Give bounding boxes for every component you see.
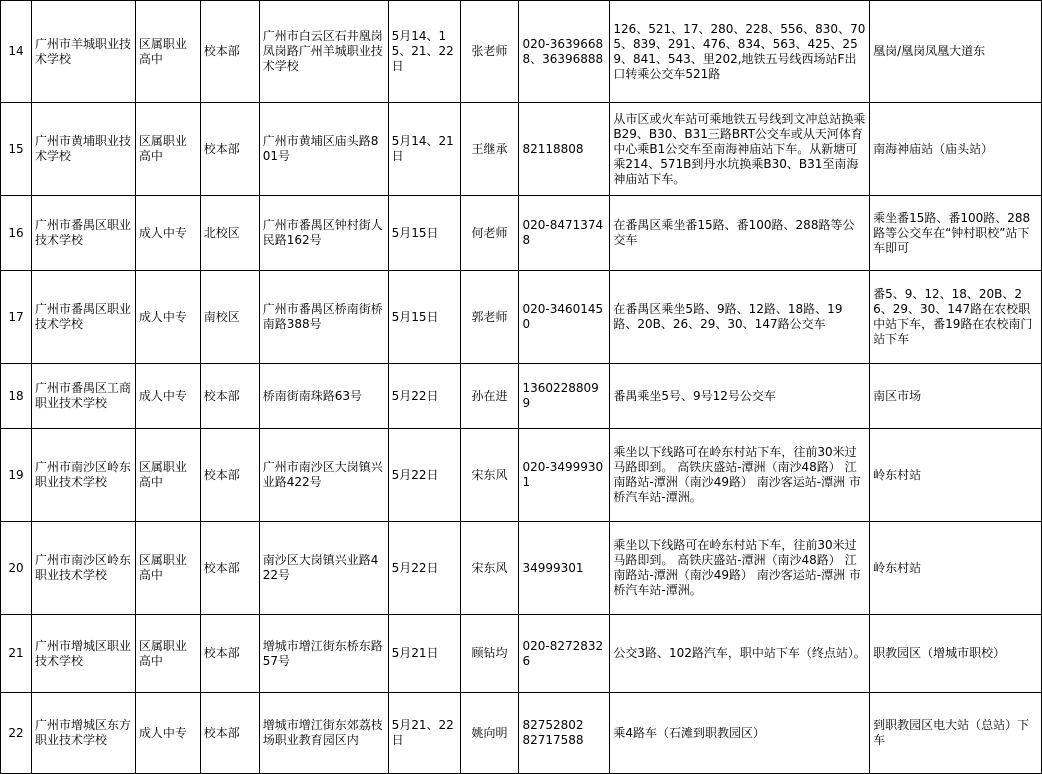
bus-route-cell: 在番禺区乘坐番15路、番100路、288路等公交车 — [610, 196, 870, 271]
bus-route-cell: 126、521、17、280、228、556、830、705、839、291、476、834、563、425、259、841、543、里202,地铁五号线西场站F出口转乘公交车521路 — [610, 1, 870, 103]
contact-person-cell: 姚向明 — [460, 693, 519, 774]
date-cell: 5月14、21日 — [388, 103, 460, 196]
contact-person-cell: 宋东风 — [460, 522, 519, 615]
date-cell: 5月22日 — [388, 429, 460, 522]
address-cell: 广州市黄埔区庙头路801号 — [259, 103, 388, 196]
date-cell: 5月22日 — [388, 364, 460, 429]
date-cell: 5月21、22日 — [388, 693, 460, 774]
campus-cell: 校本部 — [200, 429, 259, 522]
address-cell: 广州市番禺区钟村街人民路162号 — [259, 196, 388, 271]
bus-route-cell: 从市区或火车站可乘地铁五号线到文冲总站换乘B29、B30、B31三路BRT公交车或从天河体育中心乘B1公交车至南海神庙站下车。从新塘可乘214、571B到丹水坑换乘B30、B31至南海神庙站下车。 — [610, 103, 870, 196]
date-cell: 5月22日 — [388, 522, 460, 615]
phone-cell: 82752802 82717588 — [519, 693, 610, 774]
bus-stop-cell: 到职教园区电大站（总站）下车 — [870, 693, 1042, 774]
row-number-cell: 18 — [1, 364, 32, 429]
table-row — [1, 615, 1042, 693]
date-cell: 5月14、15、21、22日 — [388, 1, 460, 103]
address-cell: 增城市增江街东郊荔枝场职业教育园区内 — [259, 693, 388, 774]
row-number-cell: 17 — [1, 271, 32, 364]
phone-cell: 13602288099 — [519, 364, 610, 429]
date-cell: 5月15日 — [388, 271, 460, 364]
table-row — [1, 693, 1042, 774]
campus-cell: 校本部 — [200, 364, 259, 429]
school-name-cell: 广州市增城区职业技术学校 — [31, 615, 135, 693]
contact-person-cell: 郭老师 — [460, 271, 519, 364]
bus-stop-cell: 岭东村站 — [870, 522, 1042, 615]
row-number-cell: 16 — [1, 196, 32, 271]
phone-cell: 020-34999301 — [519, 429, 610, 522]
campus-cell: 校本部 — [200, 522, 259, 615]
bus-route-cell: 公交3路、102路汽车，职中站下车（终点站）。 — [610, 615, 870, 693]
school-type-cell: 成人中专 — [135, 271, 200, 364]
school-type-cell: 区属职业高中 — [135, 103, 200, 196]
address-cell: 增城市增江街东桥东路57号 — [259, 615, 388, 693]
school-name-cell: 广州市番禺区职业技术学校 — [31, 196, 135, 271]
bus-route-cell: 番禺乘坐5号、9号12号公交车 — [610, 364, 870, 429]
bus-route-cell: 乘4路车（石滩到职教园区） — [610, 693, 870, 774]
contact-person-cell: 宋东风 — [460, 429, 519, 522]
school-name-cell: 广州市番禺区工商职业技术学校 — [31, 364, 135, 429]
bus-stop-cell: 番5、9、12、18、20B、26、29、30、147路在农校职中站下车，番19路在农校南门站下车 — [870, 271, 1042, 364]
school-name-cell: 广州市番禺区职业技术学校 — [31, 271, 135, 364]
school-type-cell: 区属职业高中 — [135, 1, 200, 103]
table-row — [1, 196, 1042, 271]
bus-route-cell: 乘坐以下线路可在岭东村站下车，往前30米过马路即到。 高铁庆盛站-潭洲（南沙48路） 江南路站-潭洲（南沙49路） 南沙客运站-潭洲 市桥汽车站-潭洲。 — [610, 429, 870, 522]
address-cell: 广州市番禺区桥南街桥南路388号 — [259, 271, 388, 364]
table-row — [1, 103, 1042, 196]
school-type-cell: 区属职业高中 — [135, 522, 200, 615]
address-cell: 广州市南沙区大岗镇兴业路422号 — [259, 429, 388, 522]
school-type-cell: 区属职业高中 — [135, 615, 200, 693]
bus-route-cell: 乘坐以下线路可在岭东村站下车，往前30米过马路即到。 高铁庆盛站-潭洲（南沙48路） 江南路站-潭洲（南沙49路） 南沙客运站-潭洲 市桥汽车站-潭洲。 — [610, 522, 870, 615]
date-cell: 5月15日 — [388, 196, 460, 271]
row-number-cell: 21 — [1, 615, 32, 693]
address-cell: 广州市白云区石井凰岗凤岗路广州羊城职业技术学校 — [259, 1, 388, 103]
school-name-cell: 广州市黄埔职业技术学校 — [31, 103, 135, 196]
contact-person-cell: 何老师 — [460, 196, 519, 271]
contact-person-cell: 孙在进 — [460, 364, 519, 429]
address-cell: 桥南街南珠路63号 — [259, 364, 388, 429]
school-type-cell: 成人中专 — [135, 693, 200, 774]
row-number-cell: 14 — [1, 1, 32, 103]
campus-cell: 南校区 — [200, 271, 259, 364]
campus-cell: 校本部 — [200, 103, 259, 196]
phone-cell: 020-34601450 — [519, 271, 610, 364]
campus-cell: 北校区 — [200, 196, 259, 271]
school-type-cell: 成人中专 — [135, 364, 200, 429]
bus-stop-cell: 南区市场 — [870, 364, 1042, 429]
phone-cell: 020-84713748 — [519, 196, 610, 271]
school-name-cell: 广州市增城区东方职业技术学校 — [31, 693, 135, 774]
table-row — [1, 522, 1042, 615]
row-number-cell: 19 — [1, 429, 32, 522]
address-cell: 南沙区大岗镇兴业路422号 — [259, 522, 388, 615]
row-number-cell: 15 — [1, 103, 32, 196]
table-row — [1, 429, 1042, 522]
bus-stop-cell: 南海神庙站（庙头站） — [870, 103, 1042, 196]
phone-cell: 020-36396688、36396888 — [519, 1, 610, 103]
table-row — [1, 364, 1042, 429]
school-name-cell: 广州市羊城职业技术学校 — [31, 1, 135, 103]
campus-cell: 校本部 — [200, 693, 259, 774]
school-name-cell: 广州市南沙区岭东职业技术学校 — [31, 429, 135, 522]
bus-stop-cell: 岭东村站 — [870, 429, 1042, 522]
table-row — [1, 271, 1042, 364]
table-row — [1, 1, 1042, 103]
row-number-cell: 22 — [1, 693, 32, 774]
campus-cell: 校本部 — [200, 1, 259, 103]
bus-stop-cell: 凰岗/凰岗凤凰大道东 — [870, 1, 1042, 103]
bus-stop-cell: 职教园区（增城市职校） — [870, 615, 1042, 693]
school-type-cell: 区属职业高中 — [135, 429, 200, 522]
bus-stop-cell: 乘坐番15路、番100路、288路等公交车在“钟村职校”站下车即可 — [870, 196, 1042, 271]
school-type-cell: 成人中专 — [135, 196, 200, 271]
campus-cell: 校本部 — [200, 615, 259, 693]
school-name-cell: 广州市南沙区岭东职业技术学校 — [31, 522, 135, 615]
phone-cell: 82118808 — [519, 103, 610, 196]
date-cell: 5月21日 — [388, 615, 460, 693]
bus-route-cell: 在番禺区乘坐5路、9路、12路、18路、19路、20B、26、29、30、147路公交车 — [610, 271, 870, 364]
phone-cell: 34999301 — [519, 522, 610, 615]
phone-cell: 020-82728326 — [519, 615, 610, 693]
contact-person-cell: 张老师 — [460, 1, 519, 103]
contact-person-cell: 王继承 — [460, 103, 519, 196]
contact-person-cell: 顾钻均 — [460, 615, 519, 693]
row-number-cell: 20 — [1, 522, 32, 615]
